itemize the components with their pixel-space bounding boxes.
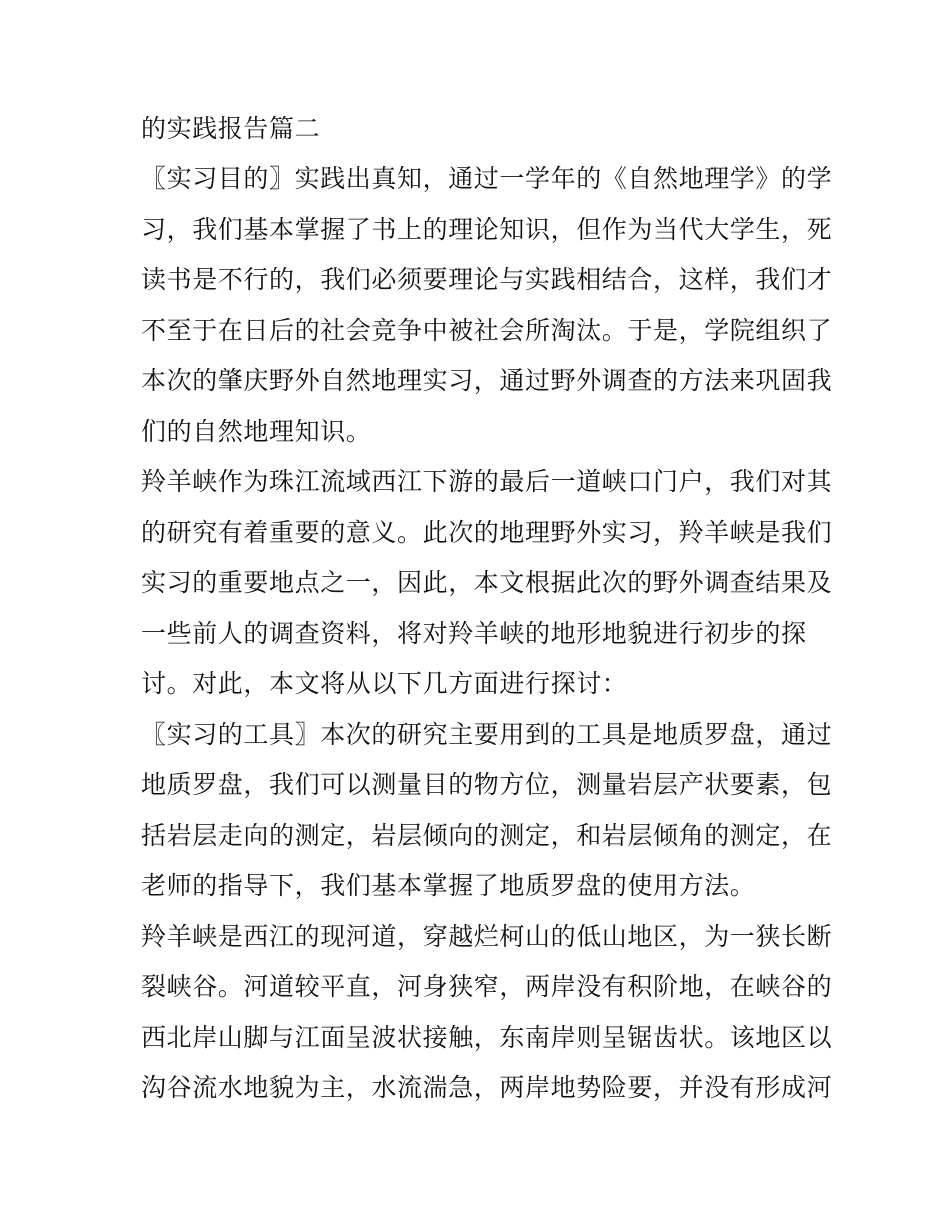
text-line: 实习的重要地点之一，因此，本文根据此次的野外调查结果及 (141, 568, 833, 597)
text-line: 老师的指导下，我们基本掌握了地质罗盘的使用方法。 (141, 871, 756, 900)
text-line: 地质罗盘，我们可以测量目的物方位，测量岩层产状要素，包 (141, 770, 833, 799)
text-line: 读书是不行的，我们必须要理论与实践相结合，这样，我们才 (141, 265, 833, 294)
text-line: 的实践报告篇二 (141, 114, 321, 143)
text-line: 讨。对此，本文将从以下几方面进行探讨： (141, 669, 628, 698)
text-line: 一些前人的调查资料，将对羚羊峡的地形地貌进行初步的探 (141, 619, 807, 648)
text-line: 本次的肇庆野外自然地理实习，通过野外调查的方法来巩固我 (141, 366, 833, 395)
text-line: 西北岸山脚与江面呈波状接触，东南岸则呈锯齿状。该地区以 (141, 1023, 833, 1052)
text-line: 的研究有着重要的意义。此次的地理野外实习，羚羊峡是我们 (141, 518, 833, 547)
text-line: 们的自然地理知识。 (141, 417, 372, 446)
text-line: 不至于在日后的社会竞争中被社会所淘汰。于是，学院组织了 (141, 316, 833, 345)
text-line: 〖实习的工具〗本次的研究主要用到的工具是地质罗盘，通过 (141, 720, 833, 749)
text-line: 裂峡谷。河道较平直，河身狭窄，两岸没有积阶地，在峡谷的 (141, 972, 833, 1001)
text-line: 羚羊峡作为珠江流域西江下游的最后一道峡口门户，我们对其 (141, 467, 833, 496)
text-line: 沟谷流水地貌为主，水流湍急，两岸地势险要，并没有形成河 (141, 1073, 833, 1102)
text-line: 括岩层走向的测定，岩层倾向的测定，和岩层倾角的测定，在 (141, 821, 833, 850)
text-line: 羚羊峡是西江的现河道，穿越烂柯山的低山地区，为一狭长断 (141, 922, 833, 951)
text-line: 〖实习目的〗实践出真知，通过一学年的《自然地理学》的学 (141, 164, 833, 193)
text-line: 习，我们基本掌握了书上的理论知识，但作为当代大学生，死 (141, 215, 833, 244)
